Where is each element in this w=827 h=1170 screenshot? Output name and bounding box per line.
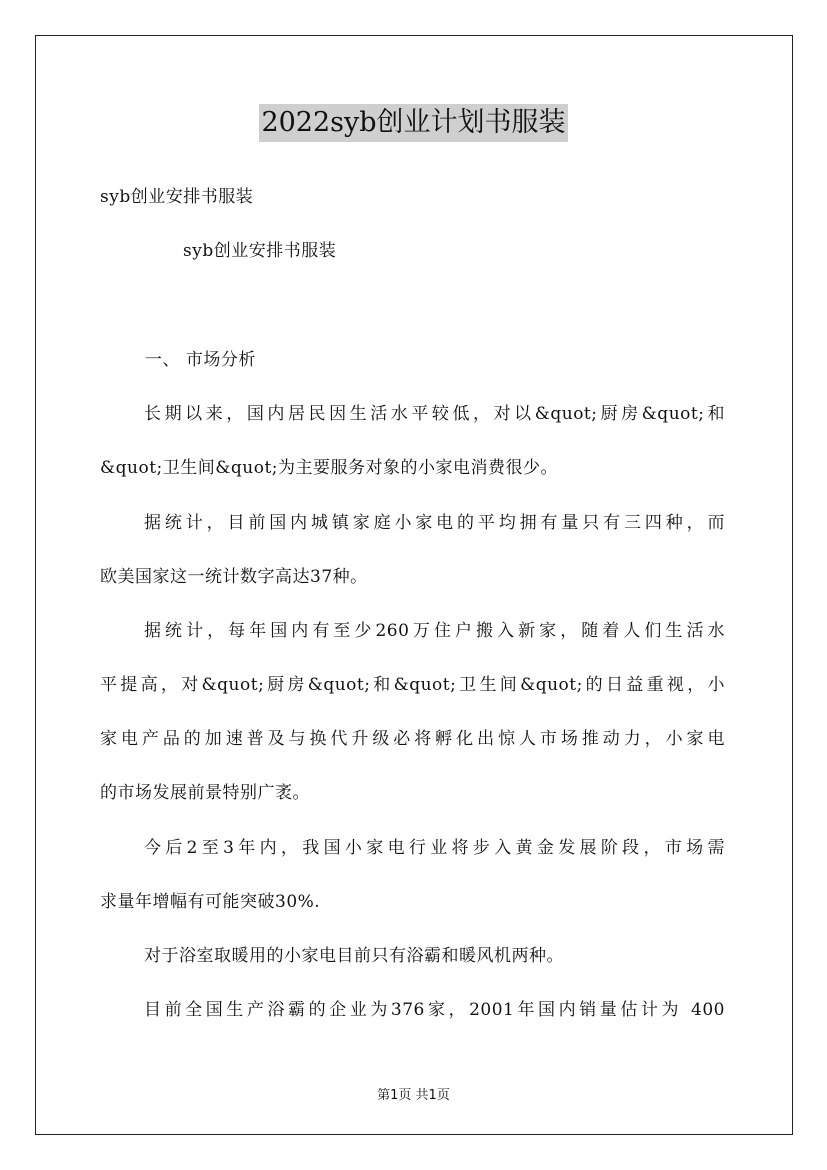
paragraph-line: 欧美国家这一统计数字高达37种。: [100, 567, 368, 587]
paragraph-line: 家电产品的加速普及与换代升级必将孵化出惊人市场推动力，小家电: [100, 729, 725, 749]
paragraph-line: 据统计，目前国内城镇家庭小家电的平均拥有量只有三四种，而: [144, 513, 725, 533]
section-heading: 一、 市场分析: [145, 350, 256, 370]
paragraph-line: 平提高，对&quot;厨房&quot;和&quot;卫生间&quot;的日益重视，小: [100, 675, 725, 695]
paragraph-line: &quot;卫生间&quot;为主要服务对象的小家电消费很少。: [100, 458, 559, 478]
paragraph-line: 的市场发展前景特别广袤。: [100, 783, 310, 803]
subtitle-line: syb创业安排书服装: [100, 187, 254, 207]
title-wrap: [0, 104, 827, 142]
paragraph-line: 求量年增幅有可能突破30%.: [100, 892, 321, 912]
paragraph-line: 目前全国生产浴霸的企业为376家，2001年国内销量估计为 400: [144, 1000, 725, 1020]
document-title: 2022syb创业计划书服装: [259, 104, 567, 142]
paragraph-line: 对于浴室取暖用的小家电目前只有浴霸和暖风机两种。: [144, 946, 564, 966]
paragraph-line: 今后2至3年内，我国小家电行业将步入黄金发展阶段，市场需: [144, 838, 725, 858]
page-footer: 第1页 共1页: [377, 1088, 450, 1103]
subtitle-indented-line: syb创业安排书服装: [183, 241, 337, 261]
paragraph-line: 据统计，每年国内有至少260万住户搬入新家，随着人们生活水: [144, 621, 725, 641]
paragraph-line: 长期以来，国内居民因生活水平较低，对以&quot;厨房&quot;和: [144, 404, 725, 424]
